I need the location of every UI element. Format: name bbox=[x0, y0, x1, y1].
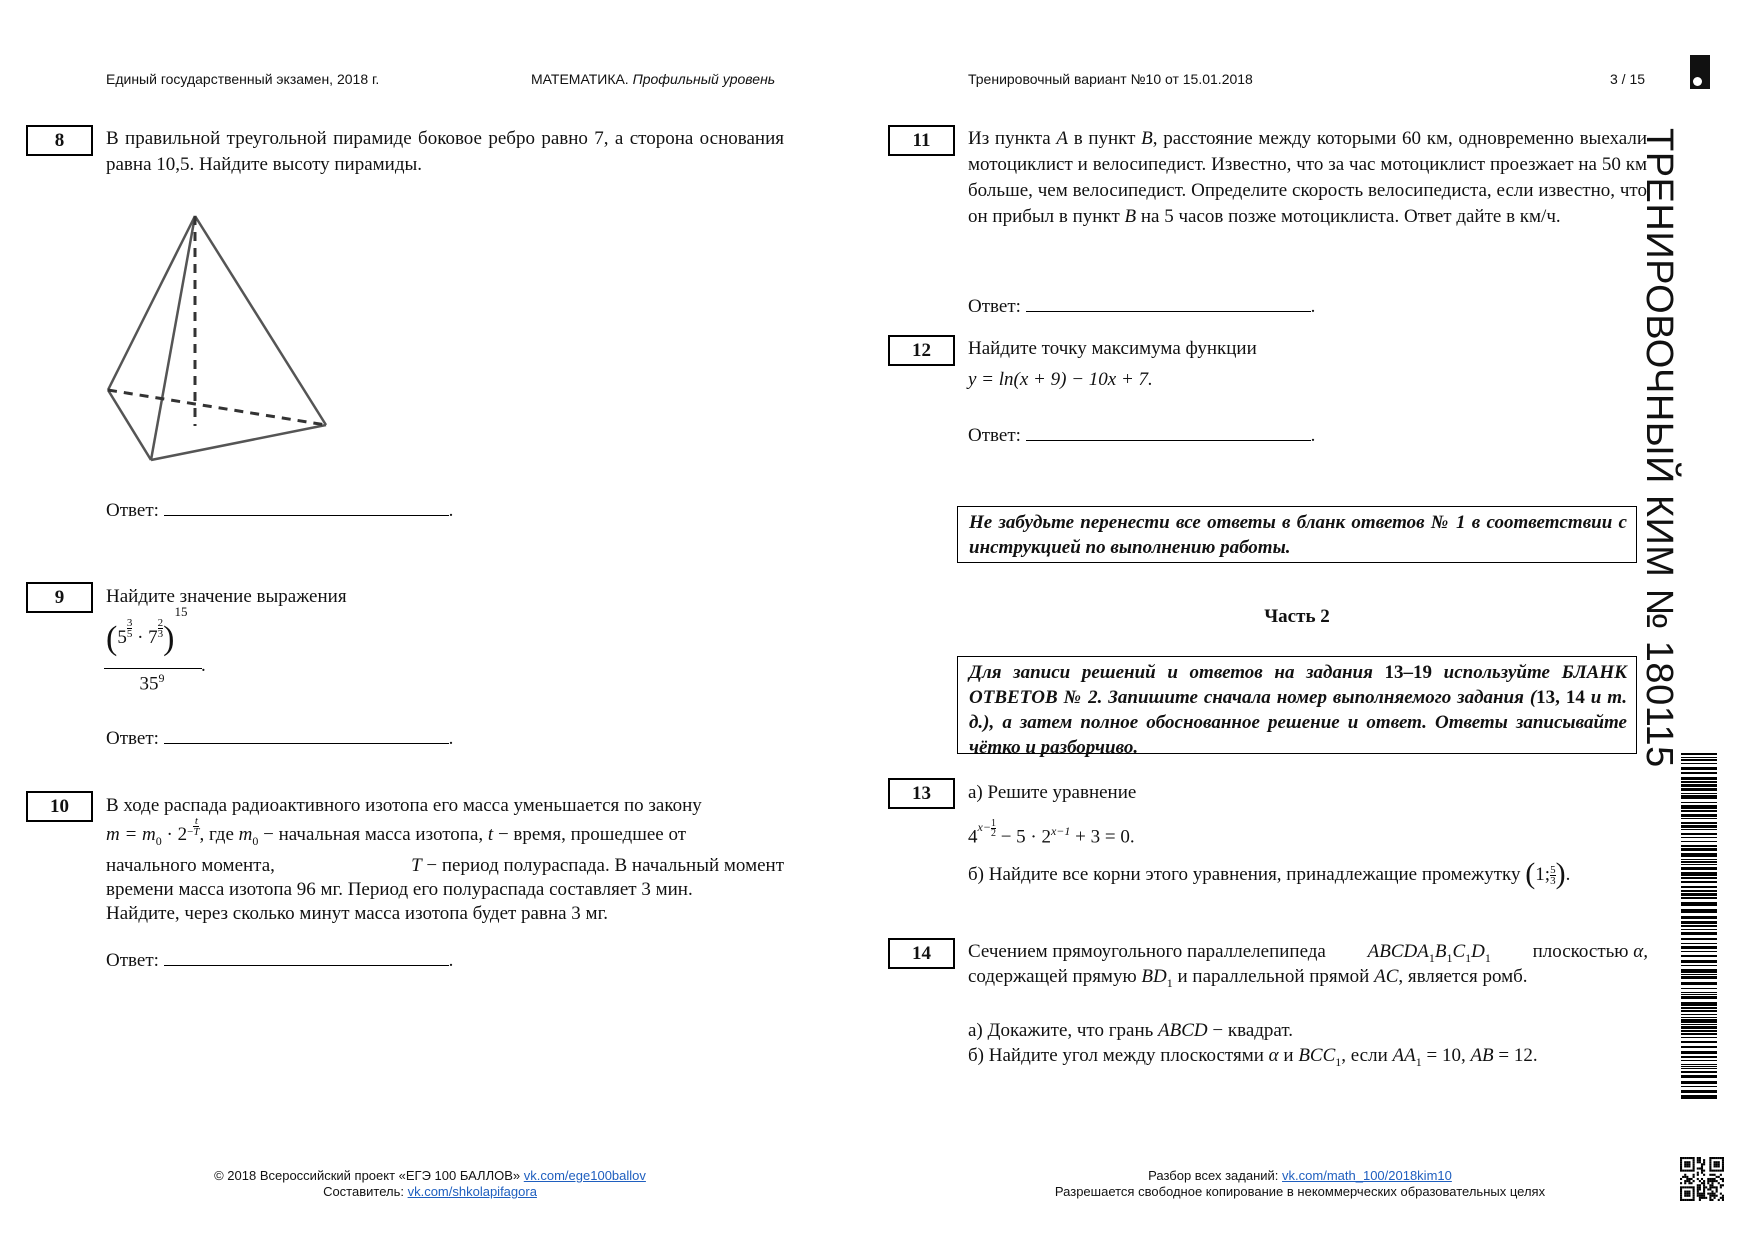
footer-right: Разбор всех заданий: vk.com/math_100/2018kim10 Разрешается свободное копирование в некоммерческих образовательных целях bbox=[1054, 1168, 1546, 1199]
task-13-part-a: а) Решите уравнение bbox=[968, 782, 1137, 803]
answer-label: Ответ: bbox=[106, 728, 159, 749]
task-14-part-a: а) Докажите, что грань ABCD − квадрат. bbox=[968, 1020, 1293, 1041]
exp-fraction: −t T bbox=[187, 815, 200, 838]
footer-link-math100[interactable]: vk.com/math_100/2018kim10 bbox=[1282, 1168, 1452, 1183]
task-13-part-b: б) Найдите все корни этого уравнения, принадлежащие промежутку $(1;\frac{5}{3})$. bbox=[968, 857, 1571, 890]
task-12-formula: y = ln(x + 9) − 10x + 7. bbox=[968, 369, 1153, 390]
task-9-denominator: $35^9$ bbox=[139, 671, 165, 695]
task-12-text: Найдите точку максимума функции bbox=[968, 338, 1257, 359]
answer-line bbox=[1026, 294, 1311, 312]
task-13-equation: $4^{x-\frac{1}{2}} - 5 \cdot 2^{x-1} + 3 = 0$. bbox=[968, 817, 1135, 848]
header-exam: Единый государственный экзамен, 2018 г. bbox=[106, 71, 380, 87]
answer-line bbox=[1026, 423, 1311, 441]
task-13-number: 13 bbox=[888, 778, 955, 809]
task-14-number: 14 bbox=[888, 938, 955, 969]
task-9-text: Найдите значение выражения bbox=[106, 586, 347, 607]
task-9-number: 9 bbox=[26, 582, 93, 613]
task-11-text: Из пункта A в пункт B, расстояние между которыми 60 км, одновременно выехали мотоциклист и велосипедист. Известно, что за час мотоциклист проезжает на 50 км больше, чем велосипедист. Определите скорость велосипедиста, если известно, что он прибыл в пункт B на 5 часов позже мотоциклиста. Ответ дайте в км/ч. bbox=[968, 128, 1648, 227]
task-10-line2: $m = m_0 \cdot 2^{-\frac{t}{T}}$, где $m_0$ − начальная масса изотопа, t − время, прошедшее от bbox=[106, 815, 687, 848]
task-12-number: 12 bbox=[888, 335, 955, 366]
task-10-line4: времени масса изотопа 96 мг. Период его полураспада составляет 3 мин. bbox=[106, 879, 693, 900]
answer-line bbox=[164, 498, 449, 516]
task-9-answer: Ответ: . bbox=[106, 728, 454, 749]
corner-mark-icon bbox=[1690, 55, 1710, 89]
header-subject-name: МАТЕМАТИКА. bbox=[531, 71, 629, 87]
header-level: Профильный уровень bbox=[632, 71, 776, 87]
task-10-line5: Найдите, через сколько минут масса изотопа будет равна 3 мг. bbox=[106, 903, 608, 924]
task-12-answer: Ответ: . bbox=[968, 425, 1316, 446]
task-8-answer: Ответ: . bbox=[106, 500, 454, 521]
task-14-part-b: б) Найдите угол между плоскостями α и $BCC_1$, если $AA_1 = 10$, AB = 12. bbox=[968, 1045, 1538, 1069]
part-2-heading: Часть 2 bbox=[1264, 606, 1330, 627]
task-10-line3: начального момента, T − период полураспада. В начальный момент bbox=[106, 855, 784, 876]
answer-line bbox=[164, 726, 449, 744]
pyramid-figure bbox=[100, 208, 340, 473]
exp1-fraction: $\frac{3}{5}$ bbox=[126, 617, 133, 640]
answer-label: Ответ: bbox=[968, 296, 1021, 317]
exp2-fraction: $\frac{2}{3}$ bbox=[157, 617, 164, 640]
task-9-numerator: $(5\frac{3}{5} \cdot 7\frac{2}{3})^{15}$ bbox=[104, 616, 202, 669]
notice-answers-form-2: Для записи решений и ответов на задания 13–19 используйте БЛАНК ОТВЕТОВ № 2. Запишите сначала номер выполняемого задания (13, 14 и т. д.), а затем полное обоснованное решение и ответ. Ответы записывайте чётко и разборчиво. bbox=[957, 656, 1637, 754]
task-10-number: 10 bbox=[26, 791, 93, 822]
answer-line bbox=[164, 948, 449, 966]
side-title: ТРЕНИРОВОЧНЫЙ КИМ № 180115 bbox=[1638, 128, 1680, 768]
task-10-line1: В ходе распада радиоактивного изотопа его масса уменьшается по закону bbox=[106, 795, 702, 816]
barcode-icon bbox=[1681, 753, 1717, 1101]
footer-link-ege100ballov[interactable]: vk.com/ege100ballov bbox=[523, 1168, 646, 1183]
task-9-expression bbox=[104, 603, 204, 695]
task-11-number: 11 bbox=[888, 125, 955, 156]
answer-label: Ответ: bbox=[968, 425, 1021, 446]
task-8-number: 8 bbox=[26, 125, 93, 156]
header-page: 3 / 15 bbox=[1610, 71, 1646, 87]
task-14-line1: Сечением прямоугольного параллелепипеда $ABCDA_1B_1C_1D_1$ плоскостью α, bbox=[968, 941, 1648, 965]
qr-code-icon bbox=[1680, 1157, 1724, 1201]
header-variant: Тренировочный вариант №10 от 15.01.2018 bbox=[968, 71, 1253, 87]
task-10-answer: Ответ: . bbox=[106, 950, 454, 971]
task-11-answer: Ответ: . bbox=[968, 296, 1316, 317]
task-8-text: В правильной треугольной пирамиде боковое ребро равно 7, а сторона основания равна 10,5. Найдите высоту пирамиды. bbox=[106, 128, 784, 175]
notice-answers-form-1: Не забудьте перенести все ответы в бланк ответов № 1 в соответствии с инструкцией по выполнению работы. bbox=[957, 506, 1637, 563]
interval-fraction: $\frac{5}{3}$ bbox=[1550, 864, 1556, 888]
answer-label: Ответ: bbox=[106, 500, 159, 521]
task-14-line2: содержащей прямую $BD_1$ и параллельной прямой AC, является ромб. bbox=[968, 966, 1528, 990]
header-subject bbox=[531, 71, 775, 87]
footer-link-shkolapifagora[interactable]: vk.com/shkolapifagora bbox=[407, 1184, 537, 1199]
answer-label: Ответ: bbox=[106, 950, 159, 971]
footer-left: © 2018 Всероссийский проект «ЕГЭ 100 БАЛЛОВ» vk.com/ege100ballov Составитель: vk.com/shkolapifagora bbox=[214, 1168, 646, 1199]
